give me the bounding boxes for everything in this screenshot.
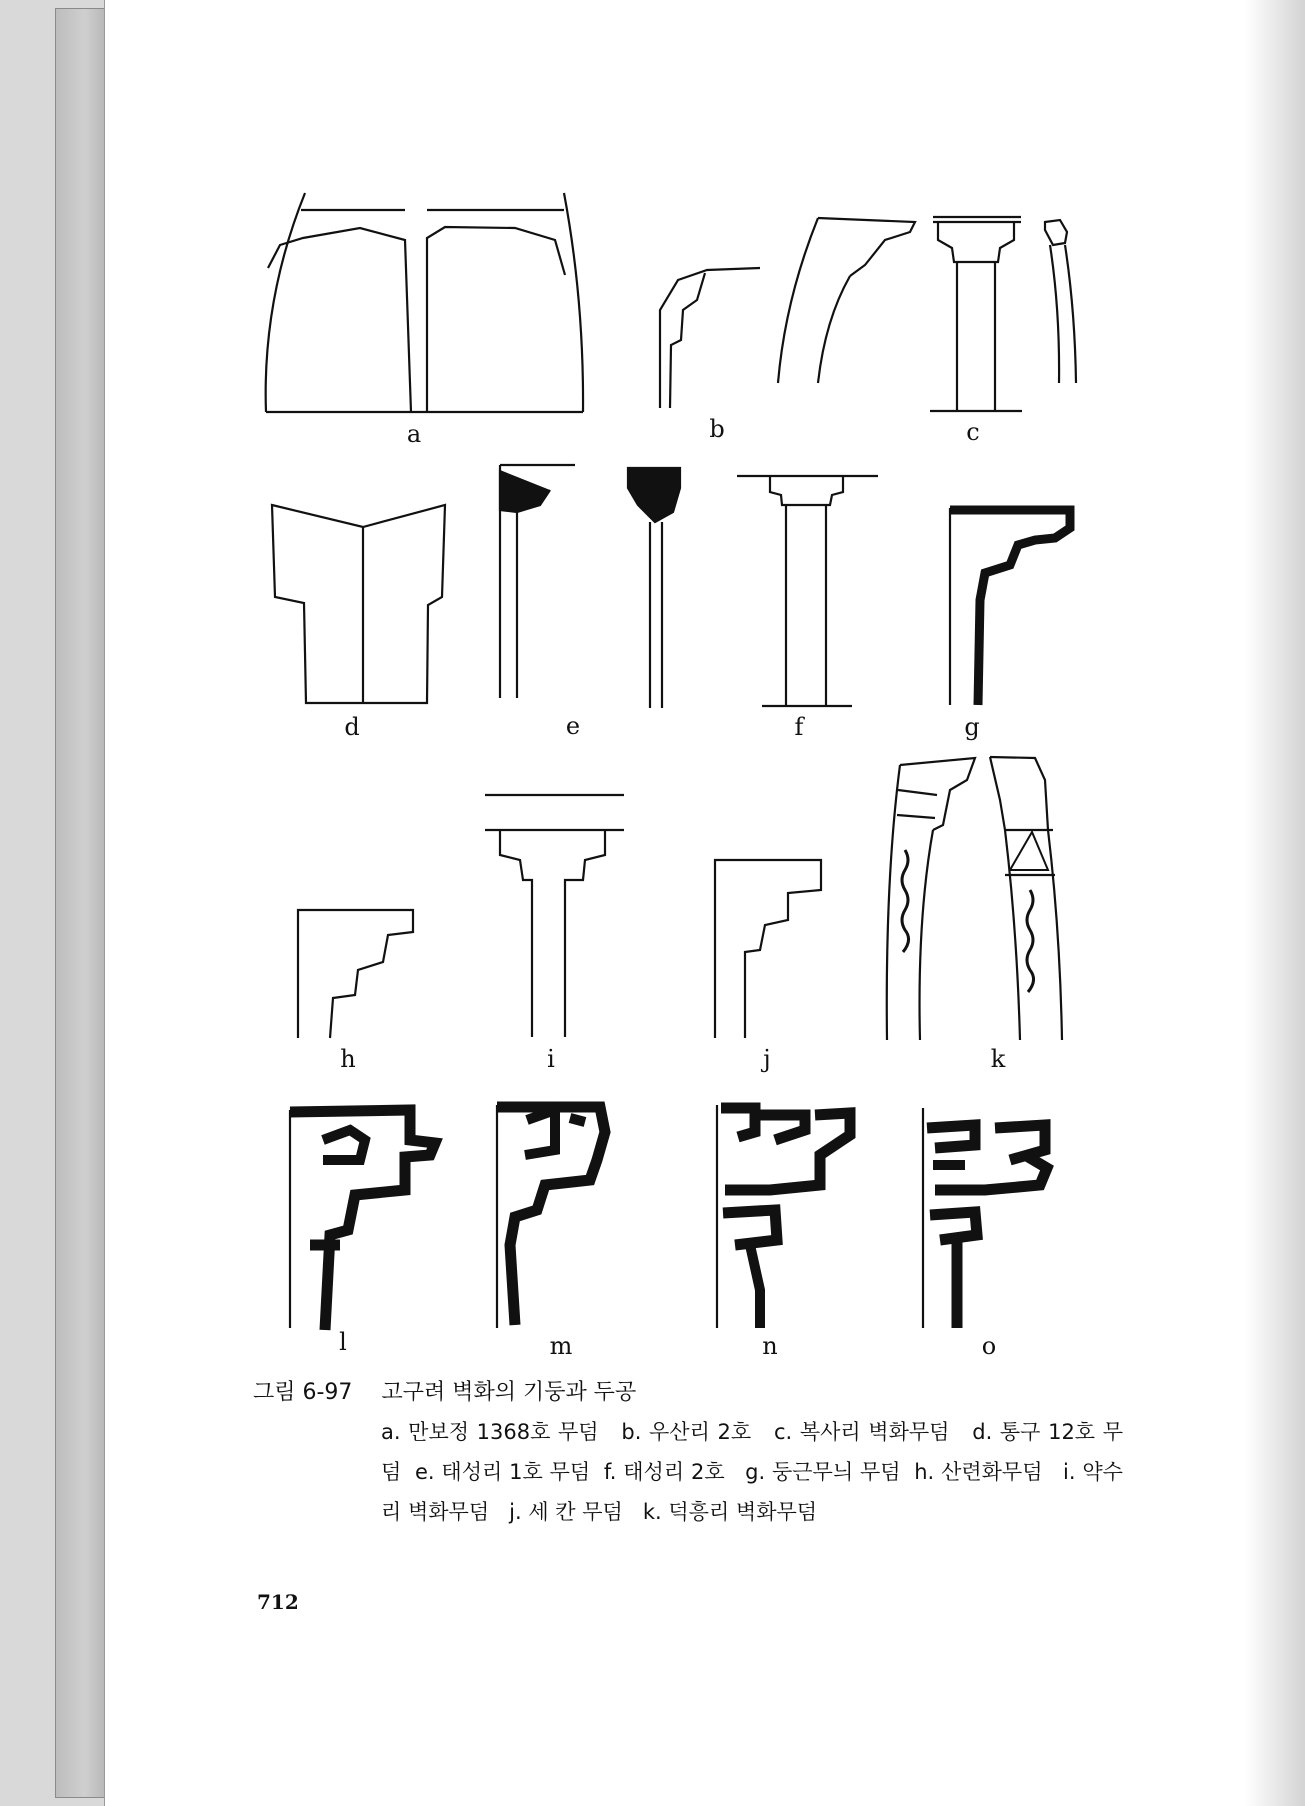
drawing-m [497, 1105, 605, 1328]
caption-item: j. 세 칸 무덤 [509, 1500, 623, 1524]
figure-label-g: g [964, 713, 980, 741]
drawing-a [266, 193, 583, 412]
caption-number: 그림 6-97 [253, 1380, 353, 1405]
column-figure-drawings [105, 0, 1305, 1806]
figure-label-e: e [565, 712, 581, 740]
drawing-n [717, 1105, 850, 1328]
figure-label-i: i [547, 1045, 555, 1073]
figure-label-d: d [344, 713, 360, 741]
drawing-o [923, 1108, 1047, 1328]
caption-item: g. 둥근무늬 무덤 [745, 1460, 901, 1484]
caption-item: e. 태성리 1호 무덤 [414, 1460, 591, 1484]
drawing-k-left [887, 758, 975, 1040]
caption-heading [253, 1375, 1253, 1406]
book-spine [55, 8, 105, 1798]
drawing-e-right [628, 468, 680, 708]
caption-body [381, 1412, 1123, 1532]
figure-label-a: a [406, 420, 422, 448]
drawing-k-right [990, 757, 1062, 1040]
figure-label-l: l [339, 1328, 347, 1356]
caption-item: a. 만보정 1368호 무덤 [381, 1420, 599, 1444]
figure-label-n: n [762, 1332, 778, 1360]
caption-item: f. 태성리 2호 [603, 1460, 725, 1484]
drawing-c-left [778, 218, 915, 383]
caption-item: i. 약수리 벽화무덤 [381, 1460, 1123, 1524]
drawing-g [950, 508, 1070, 705]
caption-item: h. 산련화무덤 [914, 1460, 1043, 1484]
drawing-f [737, 476, 878, 706]
caption-item: b. 우산리 2호 [621, 1420, 752, 1444]
drawing-j [715, 860, 821, 1038]
caption-item: k. 덕흥리 벽화무덤 [642, 1500, 818, 1524]
drawing-c-mid [930, 217, 1022, 411]
figure-label-m: m [549, 1332, 573, 1360]
drawing-d [272, 505, 445, 703]
figure-label-f: f [794, 713, 804, 741]
drawing-h [298, 910, 413, 1038]
drawing-e-left [500, 465, 575, 698]
drawing-l [290, 1110, 435, 1330]
drawing-c-right [1045, 220, 1076, 383]
figure-label-o: o [981, 1332, 997, 1360]
caption-title: 고구려 벽화의 기둥과 두공 [381, 1380, 637, 1405]
caption-item: c. 복사리 벽화무덤 [773, 1420, 950, 1444]
figure-caption [253, 1375, 1253, 1532]
figure-label-b: b [709, 415, 725, 443]
book-page [105, 0, 1305, 1806]
page-number: 712 [257, 1590, 299, 1614]
caption-item: d. 통구 12호 무덤 [381, 1420, 1123, 1484]
figure-label-k: k [990, 1045, 1006, 1073]
figure-label-j: j [763, 1045, 771, 1073]
drawing-i [485, 795, 624, 1037]
drawing-b [660, 268, 760, 408]
figure-label-h: h [340, 1045, 356, 1073]
figure-label-c: c [966, 418, 980, 446]
